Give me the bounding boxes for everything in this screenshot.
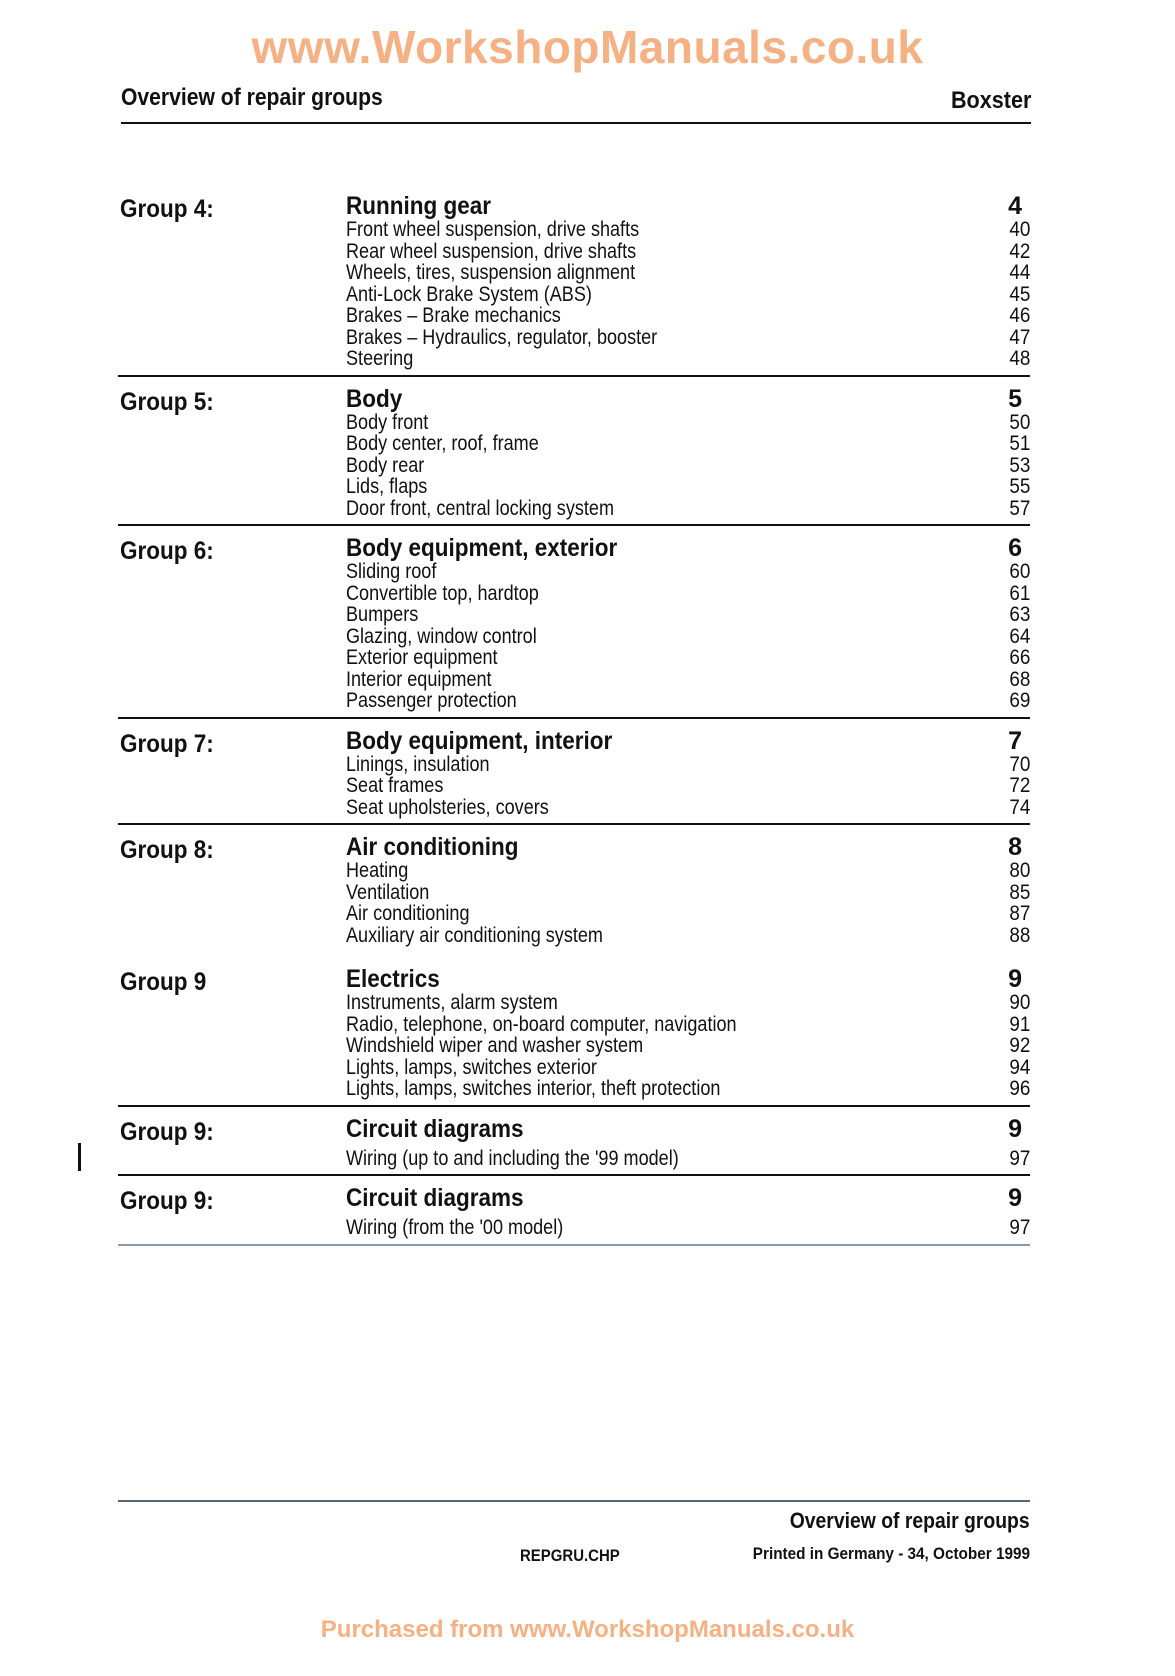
repair-groups-list xyxy=(118,192,1030,1254)
item-page-number: 42 xyxy=(1008,239,1030,263)
group-8-section xyxy=(118,833,1030,951)
item-page-number: 51 xyxy=(1008,432,1030,455)
list-item: Body center, roof, frame xyxy=(346,432,539,455)
page-title: Overview of repair groups xyxy=(121,84,383,111)
group-title: Air conditioning xyxy=(346,833,519,861)
list-item: Instruments, alarm system xyxy=(346,991,558,1014)
group-title: Circuit diagrams xyxy=(346,1114,524,1143)
list-item: Seat upholsteries, covers xyxy=(346,795,549,819)
list-item: Auxiliary air conditioning system xyxy=(346,923,603,947)
item-page-number: 47 xyxy=(1008,325,1030,349)
list-item: Bumpers xyxy=(346,603,419,626)
group-number: 9 xyxy=(1008,1114,1022,1143)
list-item: Brakes – Brake mechanics xyxy=(346,304,561,327)
item-page-number: 97 xyxy=(1008,1216,1030,1239)
list-item: Windshield wiper and washer system xyxy=(346,1034,644,1057)
watermark-top: www.WorkshopManuals.co.uk xyxy=(251,21,924,73)
item-page-number: 60 xyxy=(1008,560,1030,583)
group-label: Group 8: xyxy=(120,836,214,864)
list-item: Wiring (from the '00 model) xyxy=(346,1216,564,1239)
group-number: 9 xyxy=(1008,1184,1022,1212)
list-item: Door front, central locking system xyxy=(346,496,614,520)
list-item: Lids, flaps xyxy=(346,475,428,498)
item-page-number: 46 xyxy=(1008,304,1030,327)
group-label: Group 6: xyxy=(120,537,214,565)
item-page-number: 68 xyxy=(1008,667,1030,691)
list-item: Air conditioning xyxy=(346,902,470,925)
item-page-number: 48 xyxy=(1008,347,1030,370)
item-page-number: 90 xyxy=(1008,991,1030,1014)
item-page-number: 80 xyxy=(1008,859,1030,882)
group-7-section xyxy=(118,727,1030,826)
list-item: Convertible top, hardtop xyxy=(346,581,539,605)
item-page-number: 63 xyxy=(1008,603,1030,626)
item-page-number: 44 xyxy=(1008,261,1030,284)
group-4-section xyxy=(118,192,1030,377)
group-number: 9 xyxy=(1008,965,1022,993)
group-9-circuit-diagrams-99-section xyxy=(118,1115,1030,1177)
item-page-number: 64 xyxy=(1008,624,1030,648)
footer-divider xyxy=(118,1500,1030,1502)
watermark-bottom: Purchased from www.WorkshopManuals.co.uk xyxy=(320,1616,855,1643)
list-item: Front wheel suspension, drive shafts xyxy=(346,218,640,241)
item-page-number: 61 xyxy=(1008,581,1030,605)
item-page-number: 57 xyxy=(1008,496,1030,520)
list-item: Linings, insulation xyxy=(346,752,490,776)
footer-file-name: REPGRU.CHP xyxy=(520,1546,620,1565)
group-label: Group 9: xyxy=(120,1187,214,1215)
item-page-number: 45 xyxy=(1008,282,1030,306)
group-number: 7 xyxy=(1008,726,1022,755)
list-item: Body rear xyxy=(346,453,425,477)
item-page-number: 74 xyxy=(1008,795,1030,819)
group-number: 4 xyxy=(1008,192,1022,220)
group-label: Group 9 xyxy=(120,968,207,996)
list-item: Glazing, window control xyxy=(346,624,537,648)
group-label: Group 5: xyxy=(120,387,214,416)
list-item: Ventilation xyxy=(346,880,430,904)
item-page-number: 50 xyxy=(1008,410,1030,434)
item-page-number: 70 xyxy=(1008,752,1030,776)
list-item: Sliding roof xyxy=(346,560,437,583)
item-page-number: 72 xyxy=(1008,774,1030,797)
item-page-number: 53 xyxy=(1008,453,1030,477)
item-page-number: 96 xyxy=(1008,1077,1030,1100)
footer-print-info: Printed in Germany - 34, October 1999 xyxy=(752,1544,1030,1563)
list-item: Radio, telephone, on-board computer, navigation xyxy=(346,1012,737,1036)
list-item: Wheels, tires, suspension alignment xyxy=(346,261,636,284)
list-item: Interior equipment xyxy=(346,667,492,691)
group-number: 8 xyxy=(1008,833,1022,861)
group-title: Body equipment, interior xyxy=(346,726,613,755)
item-page-number: 91 xyxy=(1008,1012,1030,1036)
item-page-number: 66 xyxy=(1008,646,1030,669)
list-item: Steering xyxy=(346,347,414,370)
group-number: 5 xyxy=(1008,384,1022,413)
item-page-number: 97 xyxy=(1008,1146,1030,1170)
page-header xyxy=(121,84,1031,124)
item-page-number: 87 xyxy=(1008,902,1030,925)
item-page-number: 55 xyxy=(1008,475,1030,498)
list-item: Heating xyxy=(346,859,409,882)
footer-title: Overview of repair groups xyxy=(790,1508,1030,1533)
list-item: Wiring (up to and including the '99 model) xyxy=(346,1146,679,1170)
model-name: Boxster xyxy=(950,87,1031,114)
item-page-number: 88 xyxy=(1008,923,1030,947)
list-item: Passenger protection xyxy=(346,689,517,712)
list-item: Exterior equipment xyxy=(346,646,498,669)
list-item: Rear wheel suspension, drive shafts xyxy=(346,239,637,263)
list-item: Body front xyxy=(346,410,429,434)
group-6-section xyxy=(118,534,1030,719)
revision-change-bar xyxy=(78,1143,81,1171)
group-title: Body xyxy=(346,384,403,413)
group-number: 6 xyxy=(1008,534,1022,562)
group-label: Group 9: xyxy=(120,1117,214,1146)
group-9-electrics-section xyxy=(118,965,1030,1107)
group-title: Body equipment, exterior xyxy=(346,534,618,562)
list-item: Lights, lamps, switches exterior xyxy=(346,1055,597,1079)
group-title: Circuit diagrams xyxy=(346,1184,524,1212)
group-title: Electrics xyxy=(346,965,440,993)
group-label: Group 4: xyxy=(120,195,214,223)
item-page-number: 92 xyxy=(1008,1034,1030,1057)
list-item: Brakes – Hydraulics, regulator, booster xyxy=(346,325,658,349)
list-item: Lights, lamps, switches interior, theft protection xyxy=(346,1077,721,1100)
list-item: Anti-Lock Brake System (ABS) xyxy=(346,282,592,306)
item-page-number: 69 xyxy=(1008,689,1030,712)
item-page-number: 94 xyxy=(1008,1055,1030,1079)
list-item: Seat frames xyxy=(346,774,444,797)
group-5-section xyxy=(118,385,1030,527)
group-label: Group 7: xyxy=(120,729,214,758)
item-page-number: 40 xyxy=(1008,218,1030,241)
item-page-number: 85 xyxy=(1008,880,1030,904)
group-9-circuit-diagrams-00-section xyxy=(118,1184,1030,1246)
group-title: Running gear xyxy=(346,192,491,220)
